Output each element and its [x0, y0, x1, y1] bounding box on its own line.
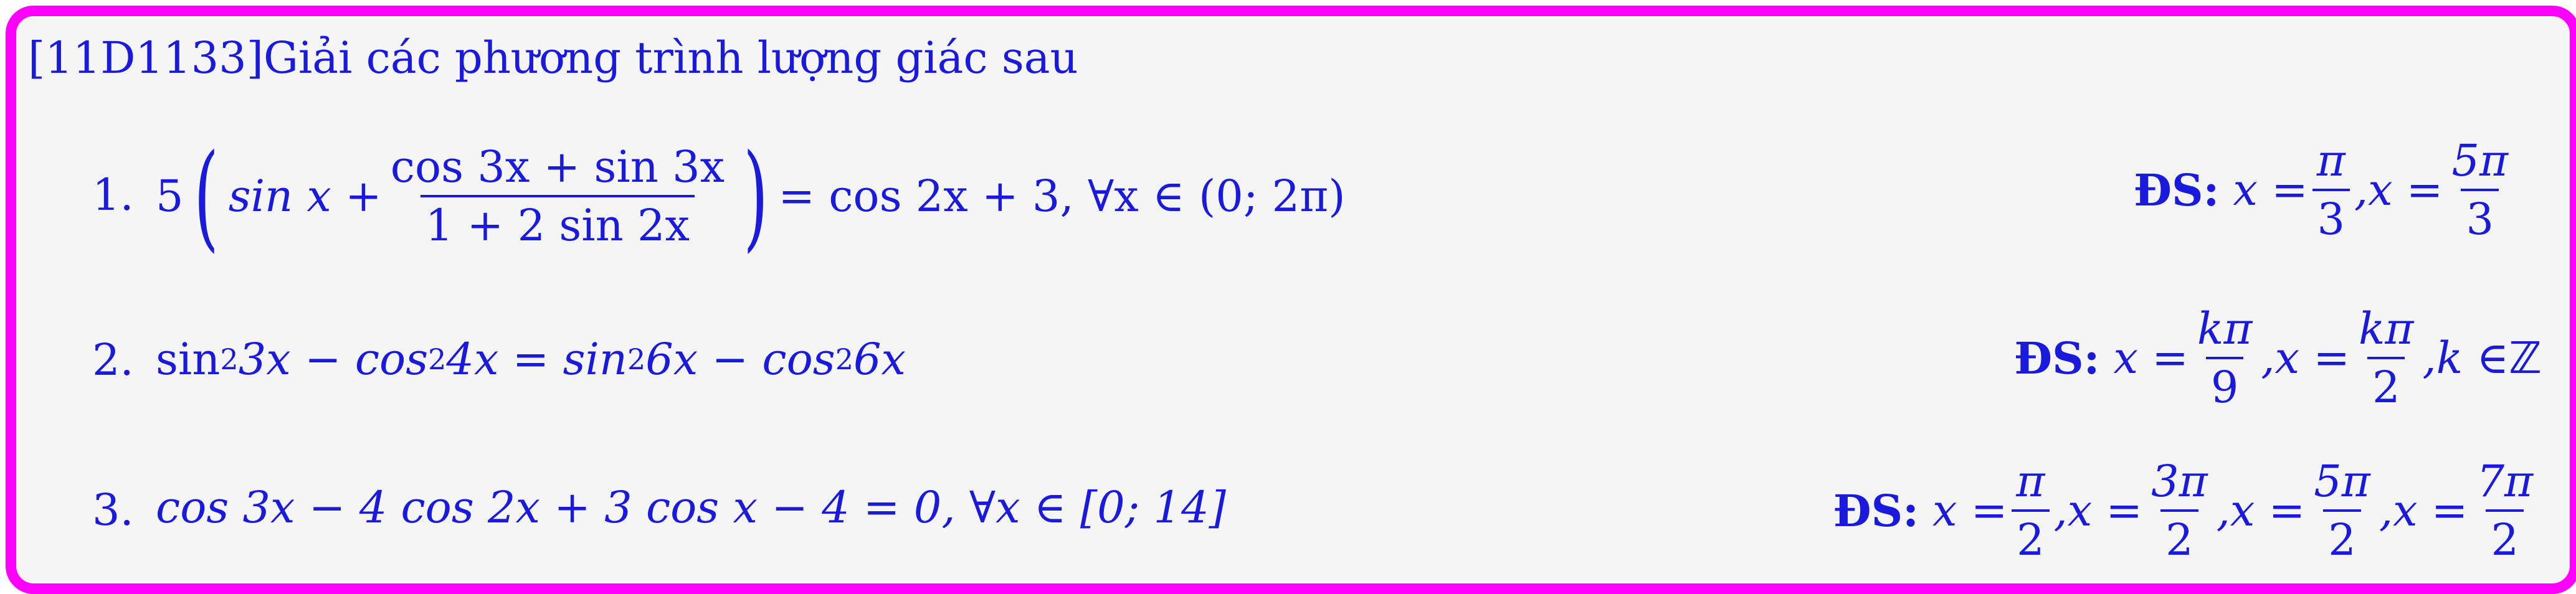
problem-1-fraction: [386, 141, 730, 251]
answer-prefix: x =: [2233, 164, 2308, 215]
answer-separator: ,x =: [2354, 164, 2443, 215]
answer-fraction-denominator: 2: [2160, 509, 2198, 565]
eq-text: 3x − cos: [238, 334, 429, 385]
answer-separator: ,x =: [2261, 332, 2350, 384]
problem-1-equation: [156, 125, 1346, 268]
exercise-title: [11D1133]Giải các phương trình lượng giác sau: [28, 32, 1078, 83]
answer-fraction-numerator: 7π: [2476, 456, 2533, 507]
answer-fraction: [2312, 135, 2350, 245]
answer-fraction-denominator: 2: [2486, 509, 2524, 565]
problem-1-rhs: = cos 2x + 3, ∀x ∈ (0; 2π): [778, 171, 1346, 222]
answer-fraction: [2354, 303, 2418, 413]
problem-1-answer: [2134, 128, 2517, 252]
answer-prefix: x =: [2113, 332, 2189, 384]
problem-1-fraction-numerator: cos 3x + sin 3x: [390, 141, 725, 192]
answer-fraction-numerator: 3π: [2151, 456, 2208, 507]
answer-separator: ,x =: [2379, 485, 2468, 536]
answer-separator: ,x =: [2053, 485, 2143, 536]
answer-fraction-denominator: 2: [2367, 357, 2405, 413]
answer-fraction-denominator: 2: [2012, 509, 2050, 565]
answer-fraction-numerator: 5π: [2451, 135, 2508, 186]
answer-fraction: [2146, 456, 2213, 565]
answer-fraction: [2471, 456, 2538, 565]
answer-separator: ,x =: [2216, 485, 2306, 536]
answer-separator: ,k ∈: [2422, 332, 2509, 384]
answer-fraction-numerator: kπ: [2197, 303, 2253, 354]
answer-fraction-numerator: kπ: [2359, 303, 2414, 354]
problem-1-inner-start: sin x +: [228, 171, 382, 222]
answer-fraction-numerator: 5π: [2314, 456, 2370, 507]
answer-fraction-denominator: 3: [2461, 189, 2499, 245]
answer-fraction-numerator: π: [2316, 135, 2345, 186]
problem-1-number: 1.: [92, 169, 134, 220]
answer-fraction: [2192, 303, 2257, 413]
answer-fraction-denominator: 9: [2206, 357, 2244, 413]
answer-fraction: [2446, 135, 2513, 245]
answer-fraction-numerator: π: [2016, 456, 2045, 507]
eq-exponent: 2: [835, 342, 853, 376]
problem-2-number: 2.: [92, 334, 134, 385]
problem-2-answer: [2014, 296, 2542, 420]
answer-fraction-denominator: 3: [2312, 189, 2350, 245]
problem-1-lead: 5: [156, 171, 184, 222]
eq-exponent: 2: [627, 342, 646, 376]
answer-label: ĐS:: [2133, 164, 2220, 216]
left-paren: (: [193, 128, 219, 263]
answer-fraction-denominator: 2: [2323, 509, 2361, 565]
eq-exponent: 2: [428, 342, 447, 376]
eq-text: 4x = sin: [446, 334, 627, 385]
problem-3-answer: [1833, 448, 2542, 573]
integer-set-symbol: ℤ: [2509, 332, 2542, 384]
answer-fraction: [2011, 456, 2050, 565]
eq-text: sin: [156, 334, 221, 385]
eq-exponent: 2: [220, 342, 239, 376]
eq-text: 6x: [853, 334, 906, 385]
problem-3-equation: cos 3x − 4 cos 2x + 3 cos x − 4 = 0, ∀x ∈ [0; 14]: [156, 482, 1226, 533]
answer-label: ĐS:: [2013, 332, 2100, 384]
problem-1-fraction-denominator: 1 + 2 sin 2x: [421, 195, 695, 251]
problem-3-number: 3.: [92, 484, 134, 535]
answer-prefix: x =: [1932, 485, 2008, 536]
answer-fraction: [2309, 456, 2375, 565]
right-paren: ): [743, 128, 769, 263]
eq-text: 6x − cos: [645, 334, 835, 385]
problem-2-equation: [156, 325, 906, 394]
answer-label: ĐS:: [1833, 484, 1919, 537]
